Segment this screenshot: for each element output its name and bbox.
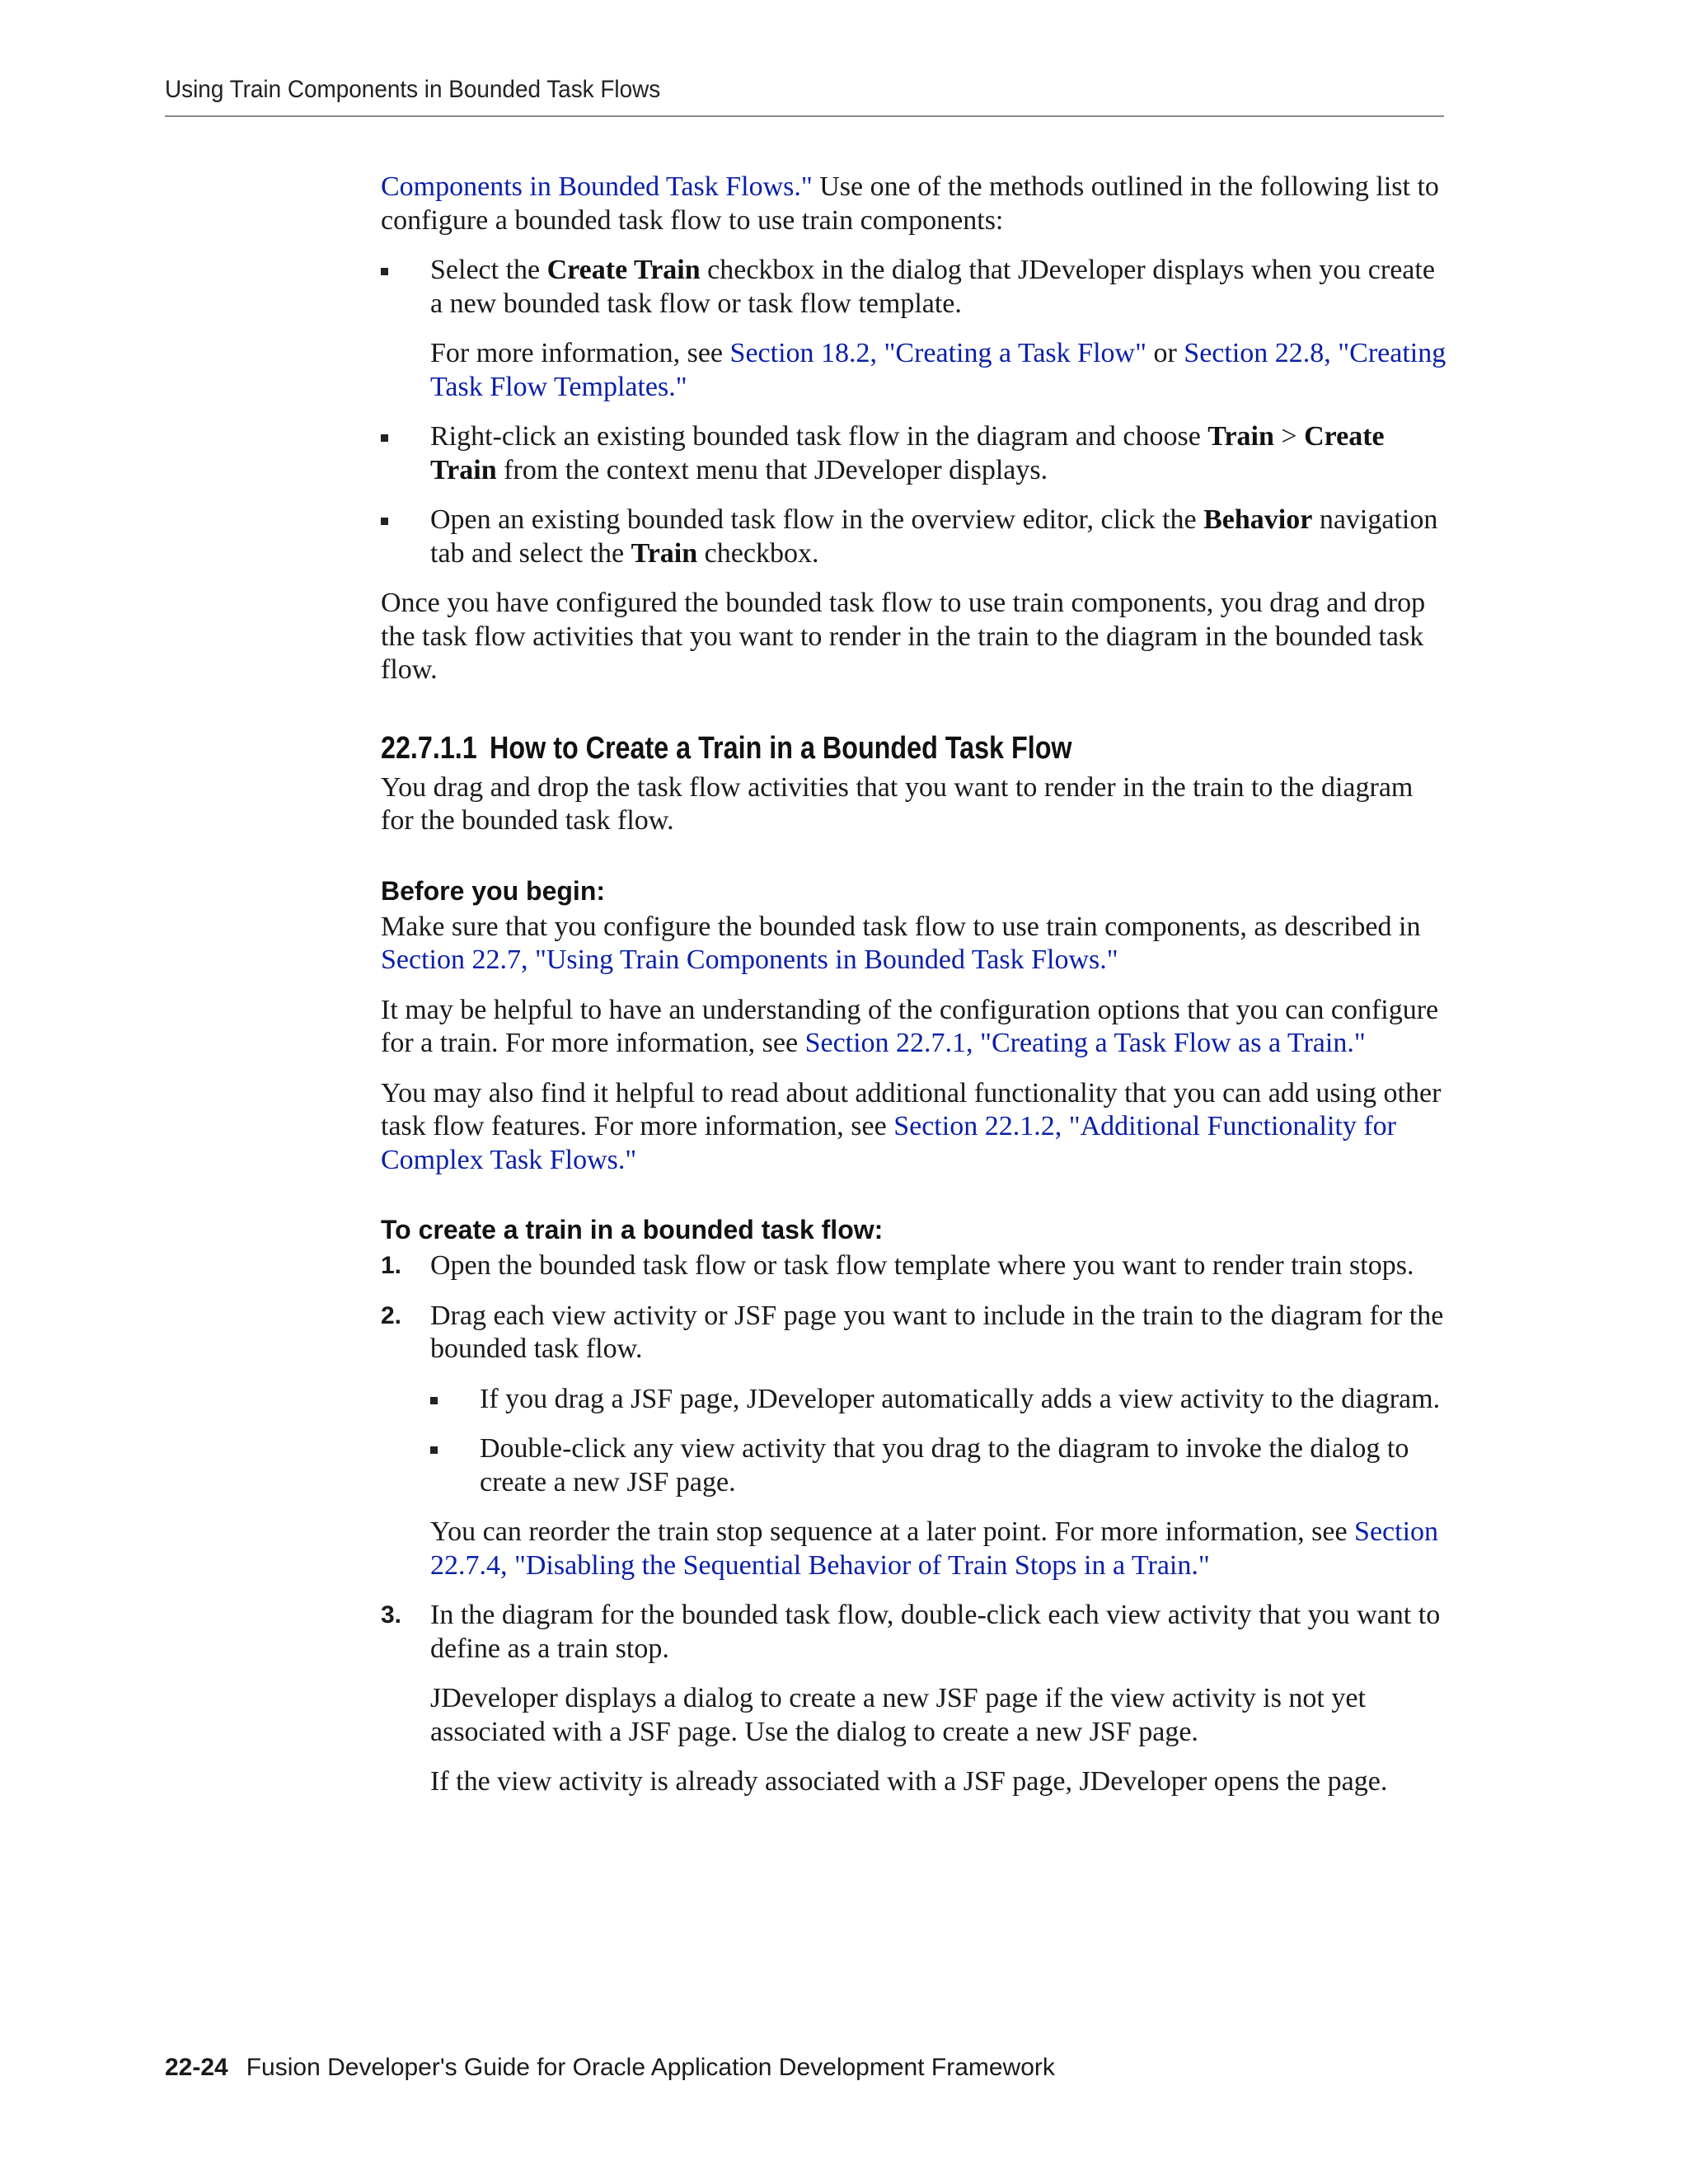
book-title: Fusion Developer's Guide for Oracle Application Development Framework (246, 2054, 1055, 2081)
before-p2 (381, 994, 1452, 1061)
method-3-text-post: checkbox. (697, 537, 819, 569)
method-2-text-pre: Right-click an existing bounded task flow in the diagram and choose (430, 421, 1208, 452)
before-p1 (381, 911, 1452, 977)
link-section-22-8[interactable]: Section 22.8, "Creating Task Flow Templates." (430, 338, 1447, 402)
after-list-paragraph: Once you have configured the bounded task flow to use train components, you drag and drop the task flow activities that you want to render in the train to the diagram in the bounded task flow. (381, 588, 1426, 685)
procedure-step (381, 1249, 1452, 1283)
method-2-bold-2: Create Train (430, 421, 1385, 485)
running-header-title: Using Train Components in Bounded Task Flows (165, 76, 661, 103)
step-number: 3. (381, 1601, 402, 1629)
page-footer (165, 2054, 1055, 2082)
link-section-22-1-2[interactable]: Section 22.1.2, "Additional Functionality for Complex Task Flows." (381, 1111, 1396, 1175)
procedure-heading: To create a train in a bounded task flow: (381, 1215, 884, 1244)
method-2-bold-1: Train (1207, 421, 1274, 452)
intro-section-link[interactable]: Components in Bounded Task Flows." (381, 171, 813, 202)
method-1-note-pre: For more information, see (430, 338, 730, 368)
step-3-p1: JDeveloper displays a dialog to create a new JSF page if the view activity is not yet associated with a JSF page. Use the dialog to create a new JSF page. (430, 1683, 1366, 1747)
list-item: If you drag a JSF page, JDeveloper automatically adds a view activity to the diagram. (430, 1383, 1452, 1417)
method-3-bold-2: Train (631, 537, 698, 569)
link-section-18-2[interactable]: Section 18.2, "Creating a Task Flow" (729, 338, 1146, 368)
procedure-step (381, 1599, 1452, 1799)
method-1-text-post: checkbox in the dialog that JDeveloper displays when you create a new bounded task flow or task flow template. (430, 255, 1435, 319)
link-section-22-7-1[interactable]: Section 22.7.1, "Creating a Task Flow as a Train." (804, 1028, 1366, 1058)
step-1-text: Open the bounded task flow or task flow template where you want to render train stops. (430, 1250, 1414, 1281)
step-2-bullets (430, 1383, 1452, 1500)
method-1-bold: Create Train (546, 255, 701, 285)
intro-text: Use one of the methods outlined in the following list to configure a bounded task flow to use train components: (381, 171, 1439, 236)
step-2-note (430, 1516, 1452, 1582)
procedure-step (381, 1300, 1452, 1583)
before-p1-text: Make sure that you configure the bounded task flow to use train components, as described in (381, 911, 1421, 942)
step-3-p2: If the view activity is already associated with a JSF page, JDeveloper opens the page. (430, 1766, 1388, 1797)
method-2-text-mid: > (1273, 421, 1305, 452)
method-1-note (430, 337, 1452, 404)
link-section-22-7-4[interactable]: Section 22.7.4, "Disabling the Sequential Behavior of Train Stops in a Train." (430, 1516, 1439, 1581)
before-p2-text: It may be helpful to have an understanding of the configuration options that you can configure for a train. For more information, see (381, 994, 1439, 1058)
before-you-begin-heading: Before you begin: (381, 875, 606, 906)
list-item: Double-click any view activity that you drag to the diagram to invoke the dialog to create a new JSF page. (430, 1432, 1452, 1499)
method-3-bold-1: Behavior (1203, 504, 1313, 535)
section-intro: You drag and drop the task flow activities that you want to render in the train to the diagram for the bounded task flow. (381, 771, 1414, 836)
list-item (381, 254, 1452, 404)
method-3-text-pre: Open an existing bounded task flow in the overview editor, click the (430, 504, 1204, 535)
section-number: 22.7.1.1 (381, 730, 477, 766)
page-number: 22-24 (165, 2054, 228, 2081)
before-p3-text: You may also find it helpful to read about additional functionality that you can add using other task flow features. For more information, see (381, 1077, 1442, 1141)
list-item (381, 504, 1452, 570)
method-2-text-post: from the context menu that JDeveloper displays. (496, 454, 1048, 485)
method-1-text-pre: Select the (430, 255, 547, 285)
list-item (381, 420, 1452, 487)
section-title: How to Create a Train in a Bounded Task Flow (490, 730, 1072, 766)
step-number: 1. (381, 1252, 402, 1279)
intro-paragraph (381, 171, 1452, 237)
before-p3 (381, 1077, 1452, 1178)
section-heading (381, 730, 1292, 766)
link-section-22-7[interactable]: Section 22.7, "Using Train Components in Bounded Task Flows." (381, 944, 1118, 975)
header-divider (165, 115, 1444, 117)
method-list (381, 254, 1452, 570)
step-2-text: Drag each view activity or JSF page you want to include in the train to the diagram for the bounded task flow. (430, 1300, 1444, 1364)
main-content (381, 171, 1452, 1816)
method-3-text-mid: navigation tab and select the (430, 504, 1438, 569)
step-number: 2. (381, 1301, 402, 1329)
procedure-steps (381, 1249, 1452, 1799)
step-2-note-text: You can reorder the train stop sequence at a later point. For more information, see (430, 1516, 1355, 1547)
method-1-note-mid: or (1146, 338, 1184, 368)
step-3-text: In the diagram for the bounded task flow, double-click each view activity that you want to define as a train stop. (430, 1600, 1441, 1664)
